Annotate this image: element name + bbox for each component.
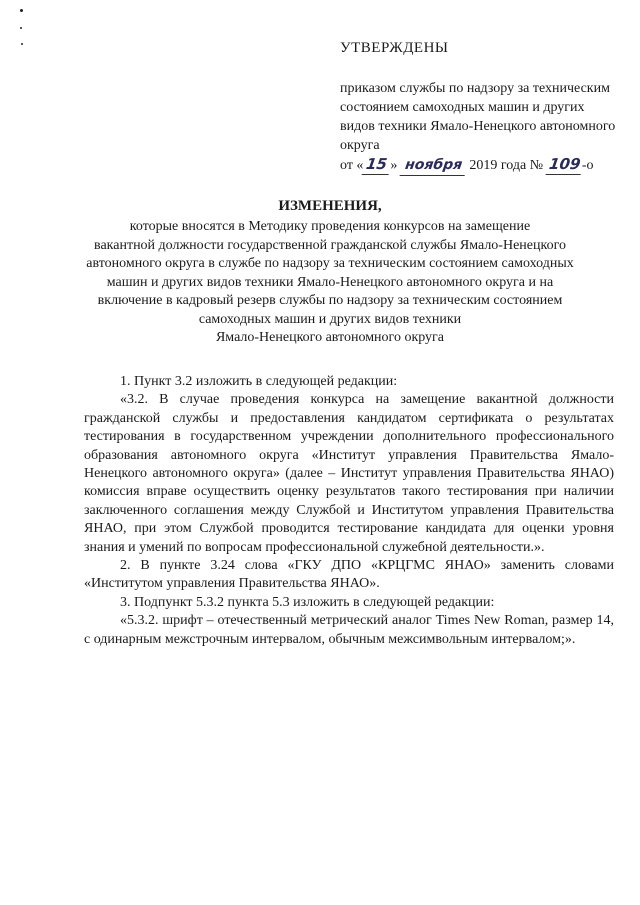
approval-order-text: приказом службы по надзору за техническим состоянием самоходных машин и других видов техники Ямало-Ненецкого автономного округа (340, 81, 616, 153)
document-subtitle (40, 218, 620, 348)
subtitle-line: Ямало-Ненецкого автономного округа (215, 330, 445, 345)
order-suffix: -о (581, 158, 594, 173)
subtitle-line: автономного округа в службе по надзору за техническим состоянием самоходных (86, 256, 574, 271)
date-year: 2019 года № (469, 158, 544, 173)
handwritten-month: ноября (399, 156, 467, 176)
handwritten-order-number: 109 (545, 155, 583, 175)
date-prefix: от « (340, 158, 364, 173)
subtitle-line: включение в кадровый резерв службы по надзору за техническим состоянием (97, 293, 563, 308)
document-body (84, 373, 614, 649)
subtitle-line: машин и других видов техники Ямало-Ненецкого автономного округа и на (106, 274, 554, 290)
scan-speck (20, 27, 22, 29)
date-mid: » (390, 158, 398, 173)
paragraph-item-3: 3. Подпункт 5.3.2 пункта 5.3 изложить в следующей редакции: (120, 594, 495, 610)
paragraph-quote-5-3-2: «5.3.2. шрифт – отечественный метрический аналог Times New Roman, размер 14, с одинарным межстрочным интервалом, обычным межсимвольным интервалом;». (84, 613, 614, 647)
handwritten-day: 15 (362, 155, 392, 175)
subtitle-line: которые вносятся в Методику проведения конкурсов на замещение (129, 219, 531, 234)
scan-speck (21, 43, 23, 45)
approval-date-line (340, 155, 620, 176)
document-title: ИЗМЕНЕНИЯ, (278, 198, 382, 214)
approval-block (340, 40, 620, 176)
paragraph-item-1: 1. Пункт 3.2 изложить в следующей редакции: (120, 374, 398, 389)
approval-heading: УТВЕРЖДЕНЫ (340, 40, 449, 56)
paragraph-quote-3-2: «3.2. В случае проведения конкурса на замещение вакантной должности гражданской службы и предоставления кандидатом сертификата о результатах тестирования в государственном учреждении дополнительного профессионального образования автономного округа «Институт управления Правительства Ямало-Ненецкого автономного округа» (далее – Институт управления Правительства ЯНАО) комиссия вправе осуществить оценку результатов такого тестирования при наличии заключенного соглашения между Службой и Институтом управления Правительства ЯНАО, при этом Службой проводится тестирование кандидата для оценки уровня знания и умений по вопросам профессиональной служебной деятельности.». (84, 392, 614, 555)
subtitle-line: самоходных машин и других видов техники (198, 311, 462, 327)
subtitle-line: вакантной должности государственной гражданской службы Ямало-Ненецкого (94, 237, 566, 253)
scan-speck (20, 9, 23, 12)
paragraph-item-2: 2. В пункте 3.24 слова «ГКУ ДПО «КРЦГМС ЯНАО» заменить словами «Институтом управления Правительства ЯНАО». (84, 558, 614, 592)
